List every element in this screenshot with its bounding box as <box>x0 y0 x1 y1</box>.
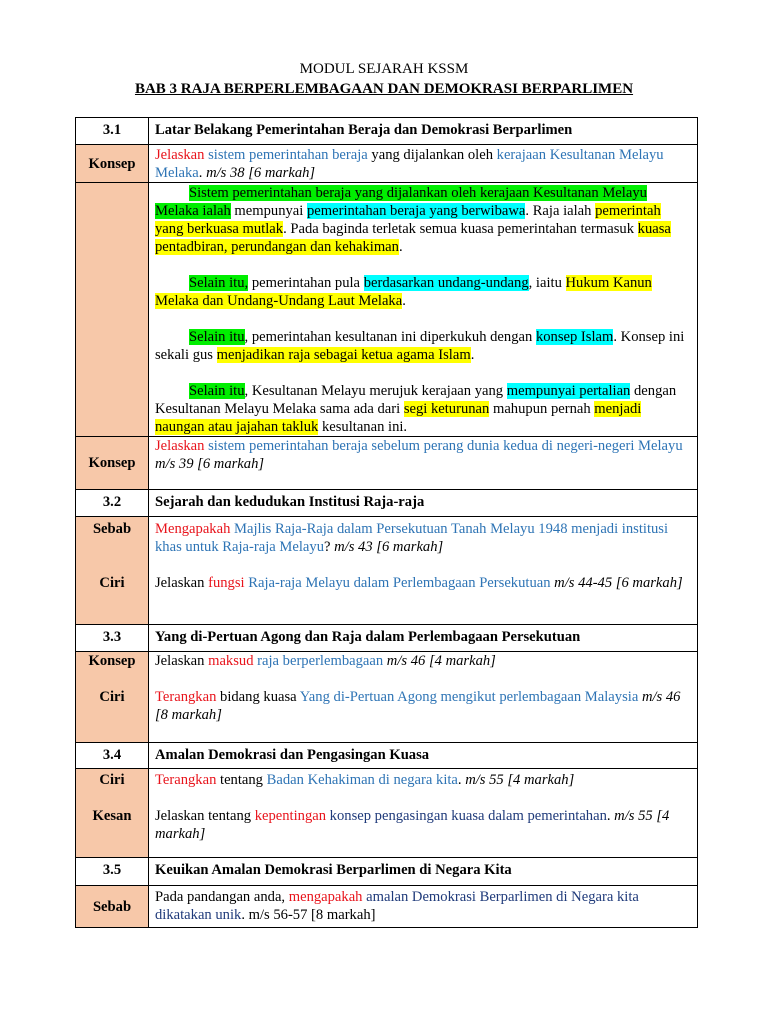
question-text: Jelaskan sistem pemerintahan beraja sebelum perang dunia kedua di negeri-negeri Melayu m/s 39 [6 markah] <box>149 437 698 490</box>
section-number: 3.1 <box>76 118 149 145</box>
question-row <box>76 886 698 928</box>
section-title: Yang di-Pertuan Agong dan Raja dalam Perlembagaan Persekutuan <box>149 625 698 652</box>
question-label: Konsep <box>76 145 149 183</box>
question-text: Terangkan tentang Badan Kehakiman di negara kita. m/s 55 [4 markah] Jelaskan tentang kepentingan konsep pengasingan kuasa dalam pemerintahan. m/s 55 [4 markah] <box>149 769 698 858</box>
section-row-3-4 <box>76 743 698 769</box>
section-row-3-2 <box>76 490 698 517</box>
section-title: Sejarah dan kedudukan Institusi Raja-raja <box>149 490 698 517</box>
question-label-cell <box>76 769 149 858</box>
section-row-3-3 <box>76 625 698 652</box>
answer-paragraph: Selain itu, pemerintahan kesultanan ini diperkukuh dengan konsep Islam. Konsep ini sekali gus menjadikan raja sebagai ketua agama Islam. <box>155 329 685 363</box>
question-row <box>76 769 698 858</box>
question-text: Mengapakah Majlis Raja-Raja dalam Persekutuan Tanah Melayu 1948 menjadi institusi khas untuk Raja-raja Melayu? m/s 43 [6 markah] Jelaskan fungsi Raja-raja Melayu dalam Perlembagaan Persekutuan m/s 44-45 [6 markah] <box>149 517 698 625</box>
question-label: Ciri <box>99 689 125 705</box>
answer-paragraph: Selain itu, Kesultanan Melayu merujuk kerajaan yang mempunyai pertalian dengan Kesultanan Melayu Melaka sama ada dari segi keturunan mahupun pernah menjadi naungan atau jajahan takluk kesultanan ini. <box>155 383 677 435</box>
section-number: 3.2 <box>76 490 149 517</box>
question-row <box>76 145 698 183</box>
answer-row <box>76 183 698 437</box>
answer-paragraph: Sistem pemerintahan beraja yang dijalankan oleh kerajaan Kesultanan Melayu Melaka ialah mempunyai pemerintahan beraja yang berwibawa. Raja ialah pemerintah yang berkuasa mutlak. Pada baginda terletak semua kuasa pemerintahan termasuk kuasa pentadbiran, perundangan dan kehakiman. <box>155 185 671 255</box>
question-row <box>76 517 698 625</box>
question-text: Pada pandangan anda, mengapakah amalan Demokrasi Berparlimen di Negara kita dikatakan unik. m/s 56-57 [8 markah] <box>149 886 698 928</box>
section-number: 3.4 <box>76 743 149 769</box>
section-row-3-5 <box>76 858 698 886</box>
section-title: Latar Belakang Pemerintahan Beraja dan Demokrasi Berparlimen <box>149 118 698 145</box>
question-label: Sebab <box>76 886 149 928</box>
question-text: Jelaskan maksud raja berperlembagaan m/s 46 [4 markah] Terangkan bidang kuasa Yang di-Pertuan Agong mengikut perlembagaan Malaysia m/s 46 [8 markah] <box>149 652 698 743</box>
answer-label-cell <box>76 183 149 437</box>
question-label-cell <box>76 517 149 625</box>
section-number: 3.5 <box>76 858 149 886</box>
question-label: Konsep <box>76 437 149 490</box>
question-label: Ciri <box>99 575 125 591</box>
module-title: MODUL SEJARAH KSSM <box>299 61 469 77</box>
question-label: Kesan <box>92 808 132 824</box>
question-label-cell <box>76 652 149 743</box>
section-row-3-1 <box>76 118 698 145</box>
section-title: Amalan Demokrasi dan Pengasingan Kuasa <box>149 743 698 769</box>
question-row <box>76 437 698 490</box>
answer-paragraph: Selain itu, pemerintahan pula berdasarkan undang-undang, iaitu Hukum Kanun Melaka dan Undang-Undang Laut Melaka. <box>155 275 652 309</box>
question-row <box>76 652 698 743</box>
question-label: Konsep <box>88 653 136 669</box>
question-label: Sebab <box>92 521 132 537</box>
chapter-title: BAB 3 RAJA BERPERLEMBAGAAN DAN DEMOKRASI BERPARLIMEN <box>134 81 634 97</box>
document-header <box>0 60 768 98</box>
question-label: Ciri <box>99 772 125 788</box>
question-text: Jelaskan sistem pemerintahan beraja yang dijalankan oleh kerajaan Kesultanan Melayu Melaka. m/s 38 [6 markah] <box>149 145 698 183</box>
section-title: Keuikan Amalan Demokrasi Berparlimen di Negara Kita <box>149 858 698 886</box>
answer-text <box>149 183 698 437</box>
module-table <box>75 117 698 928</box>
section-number: 3.3 <box>76 625 149 652</box>
